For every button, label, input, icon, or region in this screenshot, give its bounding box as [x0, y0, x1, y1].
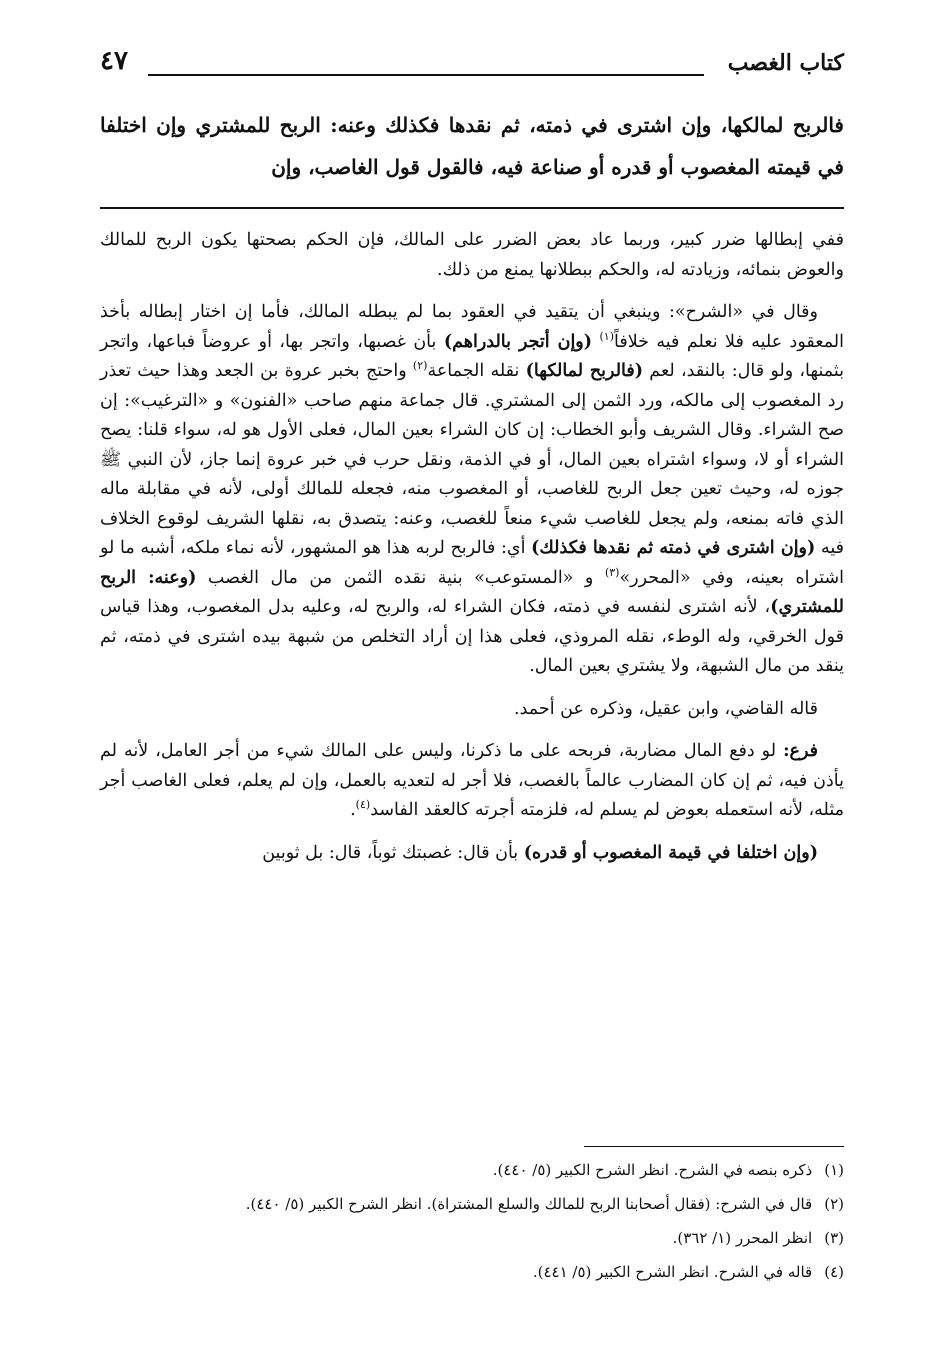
- footnote-text: ذكره بنصه في الشرح. انظر الشرح الكبير (٥/ ٤٤٠).: [492, 1161, 813, 1179]
- matn-quote: (وإن اختلفا في قيمة المغصوب أو قدره): [523, 842, 818, 863]
- footnote-number: (١): [824, 1161, 844, 1179]
- commentary-text: بأن غصبها، واتجر بها، أو عروضاً فباعها، واتجر بثمنها، ولو قال: بالنقد، لعم: [100, 331, 845, 381]
- footnote-number: (٤): [824, 1263, 844, 1281]
- matn-text: فالربح لمالكها، وإن اشترى في ذمته، ثم نقدها فكذلك وعنه: الربح للمشتري وإن اختلفا في قيمته المغصوب أو قدره أو صناعة فيه، فالقول قول الغاصب، وإن: [100, 113, 844, 179]
- footnote-item: [100, 1160, 844, 1180]
- footnotes: [100, 1160, 844, 1296]
- footnote-text: انظر المحرر (١/ ٣٦٢).: [672, 1229, 813, 1247]
- commentary-paragraph-5: [100, 839, 844, 869]
- footnote-text: قاله في الشرح. انظر الشرح الكبير (٥/ ٤٤١).: [532, 1263, 813, 1281]
- far-label: فرع:: [783, 741, 818, 761]
- commentary-text: .: [350, 800, 356, 820]
- footnote-item: [100, 1194, 844, 1214]
- commentary-paragraph-4: [100, 737, 844, 826]
- commentary-text: واحتج بخبر عروة بن الجعد وهذا حيث تعذر رد المغصوب إلى مالكه، ورد الثمن إلى المشتري. قال جماعة منهم صاحب «الفنون» و «الترغيب»: إن صح الشراء. وقال الشريف وأبو الخطاب: إن كان الشراء بعين المال، فعلى الأول هو له، سواء قلنا: يصح الشراء أو لا، وسواء اشتراه بعين المال، أو في الذمة، ونقل حرب في خبر عروة إنما جاز، لأن النبي ﷺ جوزه له، وحيث تعين جعل الربح للغاصب، أو المغصوب منه، فجعله للمالك أولى، لأنه في مقابلة ماله الذي فاته بمنعه، ولم يجعل للغاصب شيء منعاً للغصب، وعنه: يتصدق به، نقلها الشريف لوقوع الخلاف فيه: [100, 361, 844, 558]
- footnote-ref-1: (١): [599, 329, 614, 343]
- commentary-paragraph-3: قاله القاضي، وابن عقيل، وذكره عن أحمد.: [514, 698, 818, 719]
- matn-separator: [100, 207, 844, 209]
- commentary-paragraph-1: ففي إبطالها ضرر كبير، وربما عاد بعض الضرر على المالك، فإن الحكم بصحتها يكون الربح للمالك والعوض بنمائه، وزيادته له، والحكم ببطلانها يمنع من ذلك.: [100, 230, 844, 280]
- commentary-text: بأن قال: غصبتك ثوباً، قال: بل ثوبين: [262, 842, 524, 863]
- commentary-text: لو دفع المال مضاربة، فربحه على ما ذكرنا، وليس على المالك شيء من أجر العامل، لأنه لم يأذن فيه، ثم إن كان المضارب عالماً بالغصب، فلا أجر له لتعديه بالعمل، وإن لم يعلم، فعلى الغاصب أجر مثله، لأنه استعمله بعوض لم يسلم له، فلزمته أجرته كالعقد الفاسد: [100, 741, 844, 820]
- book-title: كتاب الغصب: [727, 50, 844, 76]
- commentary-text: وقال في «الشرح»: وينبغي أن يتقيد في العقود بما لم يبطله المالك، فأما إن اختار إبطاله بأخذ المعقود عليه فلا نعلم فيه خلافاً: [100, 302, 844, 352]
- header-rule: [148, 74, 704, 76]
- matn-quote: (وإن اشترى في ذمته ثم نقدها فكذلك): [531, 538, 816, 558]
- commentary-paragraph-2: [100, 298, 844, 682]
- matn-quote: (وإن أتجر بالدراهم): [443, 331, 593, 352]
- commentary-text: أي: فالربح لربه هذا هو المشهور، لأنه نماء ملكه، أشبه ما لو اشتراه بعينه، وفي «المحرر»: [100, 538, 845, 588]
- matn-quote: (فالربح لمالكها): [525, 361, 644, 381]
- commentary-text: نقله الجماعة: [427, 361, 526, 381]
- footnote-ref-3: (٣): [604, 565, 620, 579]
- page-header: [100, 44, 844, 84]
- commentary: [100, 226, 844, 881]
- commentary-text: و «المستوعب» بنية نقده الثمن من مال الغصب: [196, 567, 605, 588]
- footnote-number: (٣): [824, 1229, 844, 1247]
- commentary-text: ، لأنه اشترى لنفسه في ذمته، فكان الشراء له، والربح له، وعليه بدل المغصوب، وهذا قياس قول الخرقي، وله الوطء، نقله المروذي، فعلى هذا إن أراد التخلص من شبهة بيده اشترى في ذمته، ثم ينقد من مال الشبهة، ولا يشتري بعين المال.: [100, 597, 844, 676]
- footnote-separator: [584, 1146, 844, 1147]
- matn-quote: (وعنه: الربح للمشتري): [100, 567, 844, 617]
- footnote-text: قال في الشرح: (فقال أصحابنا الربح للمالك والسلع المشتراة). انظر الشرح الكبير (٥/ ٤٤٠).: [245, 1195, 813, 1213]
- footnote-item: [100, 1262, 844, 1282]
- footnote-ref-2: (٢): [412, 359, 428, 373]
- page-number: ٤٧: [100, 46, 128, 76]
- footnote-item: [100, 1228, 844, 1248]
- footnote-ref-4: (٤): [355, 798, 371, 812]
- footnote-number: (٢): [824, 1195, 844, 1213]
